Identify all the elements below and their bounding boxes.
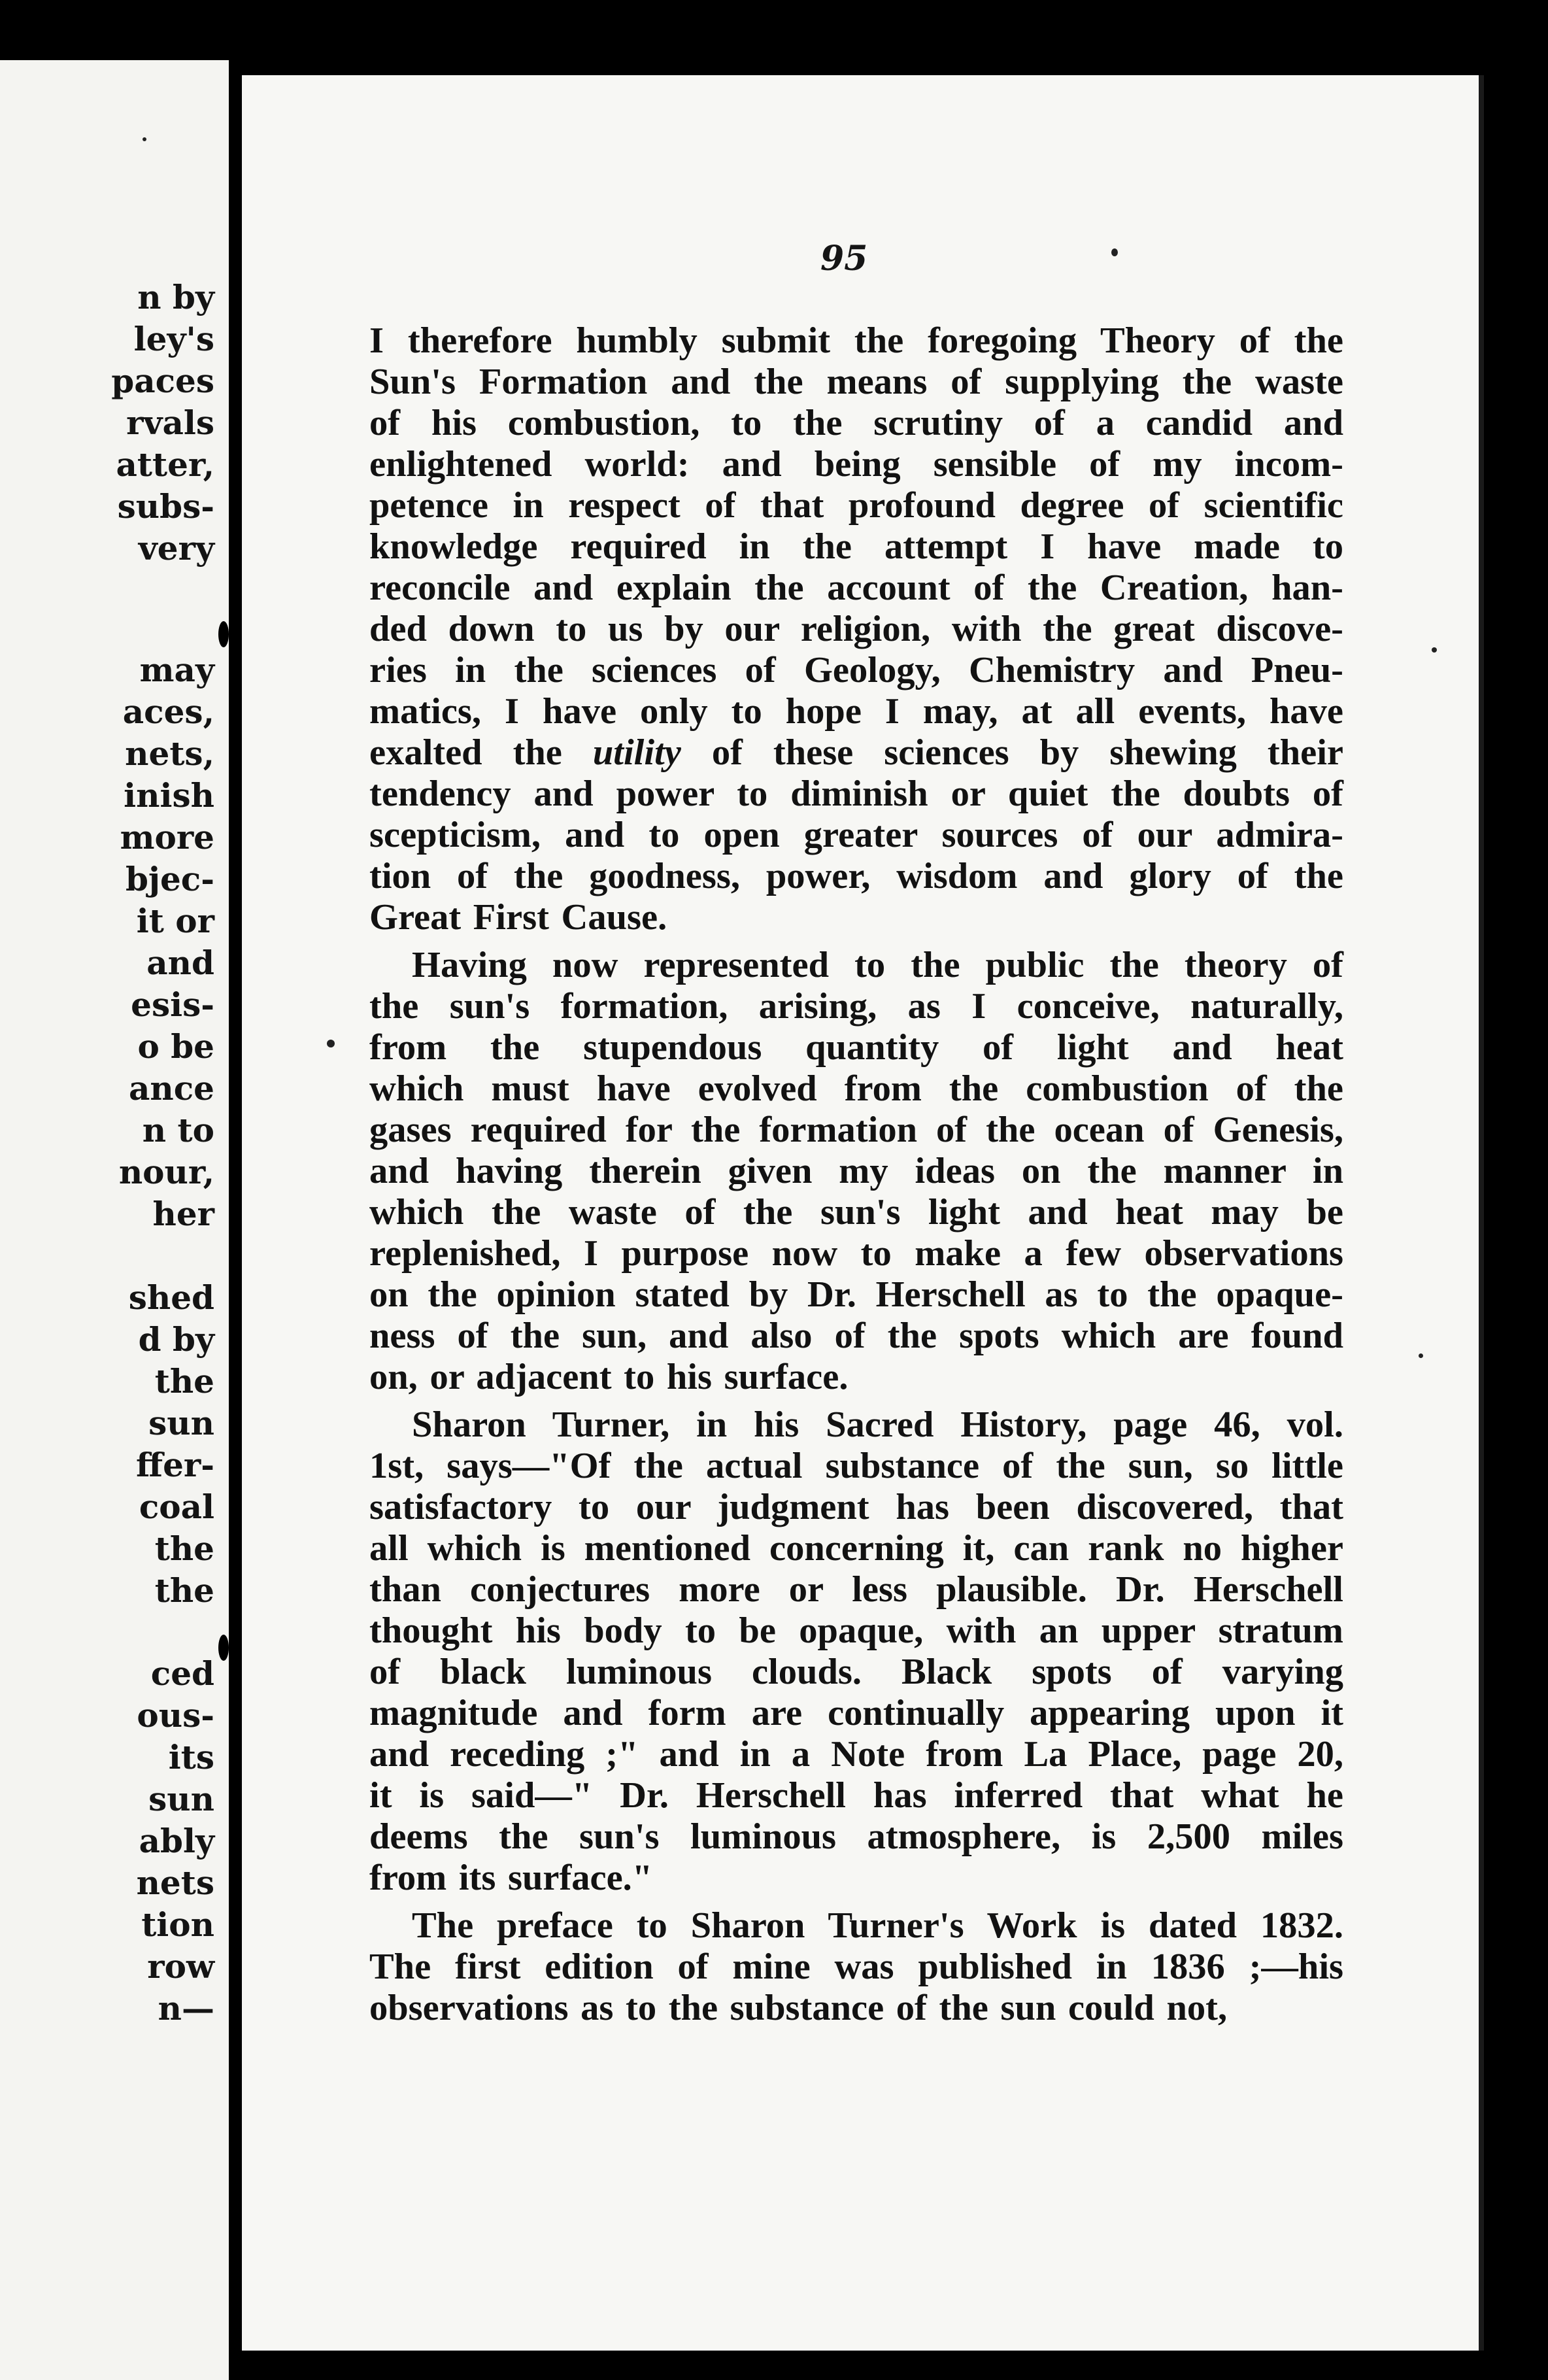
facing-page-fragment: subs-	[117, 487, 214, 526]
text-line: The preface to Sharon Turner's Work is dated 1832.	[412, 1905, 1343, 1946]
text-line: magnitude and form are continually appearing upon it	[369, 1693, 1343, 1733]
facing-page-fragment: nour,	[118, 1153, 214, 1191]
text-line: gases required for the formation of the ocean of Genesis,	[369, 1110, 1343, 1150]
text-line: which the waste of the sun's light and heat may be	[369, 1192, 1343, 1232]
facing-page-fragment: shed	[128, 1278, 214, 1317]
gutter-mark	[218, 621, 229, 647]
facing-page-fragment: bjec-	[125, 860, 214, 898]
text-line: Sun's Formation and the means of supplying the waste	[369, 362, 1343, 402]
text-line: it is said—" Dr. Herschell has inferred that what he	[369, 1775, 1343, 1816]
text-line: from its surface."	[369, 1858, 653, 1898]
facing-page-fragment: its	[168, 1738, 214, 1776]
facing-page-fragment: ance	[128, 1069, 214, 1108]
facing-page-fragment: rvals	[126, 403, 214, 442]
facing-page-fragment: sun	[148, 1780, 214, 1818]
paragraph	[369, 320, 1343, 938]
text-line: observations as to the substance of the sun could not,	[369, 1988, 1228, 2028]
text-line: matics, I have only to hope I may, at all events, have	[369, 691, 1343, 732]
facing-page-fragment: n by	[137, 278, 214, 316]
facing-page-fragment: atter,	[116, 445, 214, 484]
text-line: exalted the utility of these sciences by shewing their	[369, 732, 1343, 773]
text-line: The first edition of mine was published in 1836 ;—his	[369, 1946, 1343, 1987]
paragraph	[369, 1905, 1343, 2029]
gutter-mark	[218, 1635, 229, 1661]
print-speck	[1419, 1353, 1423, 1358]
print-speck	[327, 1040, 335, 1047]
facing-page-fragment: d by	[138, 1320, 214, 1359]
text-line: ries in the sciences of Geology, Chemistry and Pneu-	[369, 650, 1343, 690]
book-gutter	[229, 0, 242, 2380]
print-speck	[1432, 647, 1437, 653]
text-line: tendency and power to diminish or quiet the doubts of	[369, 774, 1343, 814]
facing-page-fragment: ous-	[137, 1696, 214, 1735]
text-line: replenished, I purpose now to make a few observations	[369, 1233, 1343, 1274]
paragraph	[369, 1404, 1343, 1899]
facing-page-fragment: may	[139, 651, 214, 689]
text-line: on the opinion stated by Dr. Herschell as to the opaque-	[369, 1274, 1343, 1315]
text-line: and receding ;" and in a Note from La Place, page 20,	[369, 1734, 1343, 1775]
facing-page-fragment: the	[154, 1529, 214, 1568]
facing-page-fragment: coal	[139, 1488, 214, 1526]
text-line: Having now represented to the public the theory of	[412, 945, 1343, 985]
facing-page-fragment: nets,	[125, 734, 214, 773]
text-line: of his combustion, to the scrutiny of a candid and	[369, 403, 1343, 443]
facing-page-fragment: ley's	[133, 320, 214, 358]
text-line: and having therein given my ideas on the manner in	[369, 1151, 1343, 1191]
paragraph-gap	[369, 938, 1343, 945]
facing-page-fragment: row	[147, 1947, 214, 1986]
text-line: which must have evolved from the combustion of the	[369, 1068, 1343, 1109]
facing-page	[0, 60, 229, 2380]
text-line: ded down to us by our religion, with the great discove-	[369, 609, 1343, 649]
facing-page-fragment: n—	[158, 1989, 214, 2028]
text-line: ness of the sun, and also of the spots which are found	[369, 1316, 1343, 1356]
text-line: the sun's formation, arising, as I conceive, naturally,	[369, 986, 1343, 1027]
text-line: thought his body to be opaque, with an upper stratum	[369, 1610, 1343, 1651]
facing-page-fragment: the	[154, 1362, 214, 1401]
facing-page-fragment: paces	[111, 362, 214, 400]
facing-page-fragment: ably	[139, 1822, 214, 1860]
facing-page-fragment: and	[146, 944, 214, 982]
facing-page-fragment: more	[120, 818, 214, 857]
paragraph	[369, 945, 1343, 1398]
facing-page-fragment: nets	[136, 1863, 214, 1902]
facing-page-fragment: esis-	[131, 985, 214, 1024]
text-line: petence in respect of that profound degree of scientific	[369, 485, 1343, 526]
page-number: 95	[820, 239, 868, 279]
facing-page-fragment: it or	[136, 902, 214, 940]
facing-page-fragment: the	[154, 1571, 214, 1610]
text-line: I therefore humbly submit the foregoing Theory of the	[369, 320, 1343, 361]
page-body	[369, 320, 1343, 2029]
paragraph-gap	[369, 1398, 1343, 1404]
text-line: deems the sun's luminous atmosphere, is 2,500 miles	[369, 1816, 1343, 1857]
facing-page-fragment: n to	[142, 1111, 214, 1149]
text-line: of black luminous clouds. Black spots of varying	[369, 1652, 1343, 1692]
text-line: reconcile and explain the account of the Creation, han-	[369, 568, 1343, 608]
facing-page-fragment: o be	[137, 1027, 214, 1066]
text-line: 1st, says—"Of the actual substance of the sun, so little	[369, 1446, 1343, 1486]
print-speck	[1111, 248, 1118, 256]
facing-page-fragment: ced	[150, 1654, 214, 1693]
text-line: knowledge required in the attempt I have made to	[369, 526, 1343, 567]
text-line: satisfactory to our judgment has been discovered, that	[369, 1487, 1343, 1527]
facing-page-fragment: aces,	[122, 692, 214, 731]
text-line: from the stupendous quantity of light and heat	[369, 1027, 1343, 1068]
text-line: Great First Cause.	[369, 897, 667, 938]
text-line: on, or adjacent to his surface.	[369, 1357, 849, 1397]
text-line: all which is mentioned concerning it, can rank no higher	[369, 1528, 1343, 1569]
text-line: than conjectures more or less plausible. Dr. Herschell	[369, 1569, 1343, 1610]
text-line: enlightened world: and being sensible of my incom-	[369, 444, 1343, 484]
facing-page-fragment: tion	[141, 1905, 214, 1944]
facing-page-fragment: her	[152, 1195, 214, 1233]
emphasized-word: utility	[592, 732, 681, 773]
text-line: tion of the goodness, power, wisdom and glory of the	[369, 856, 1343, 896]
facing-page-fragment: very	[138, 529, 214, 568]
print-speck	[143, 137, 146, 141]
paragraph-gap	[369, 1899, 1343, 1905]
facing-page-fragment: sun	[148, 1404, 214, 1442]
text-line: scepticism, and to open greater sources of our admira-	[369, 815, 1343, 855]
facing-page-fragment: ffer-	[136, 1446, 214, 1484]
text-line: Sharon Turner, in his Sacred History, page 46, vol.	[412, 1404, 1343, 1445]
facing-page-fragment: inish	[124, 776, 214, 815]
